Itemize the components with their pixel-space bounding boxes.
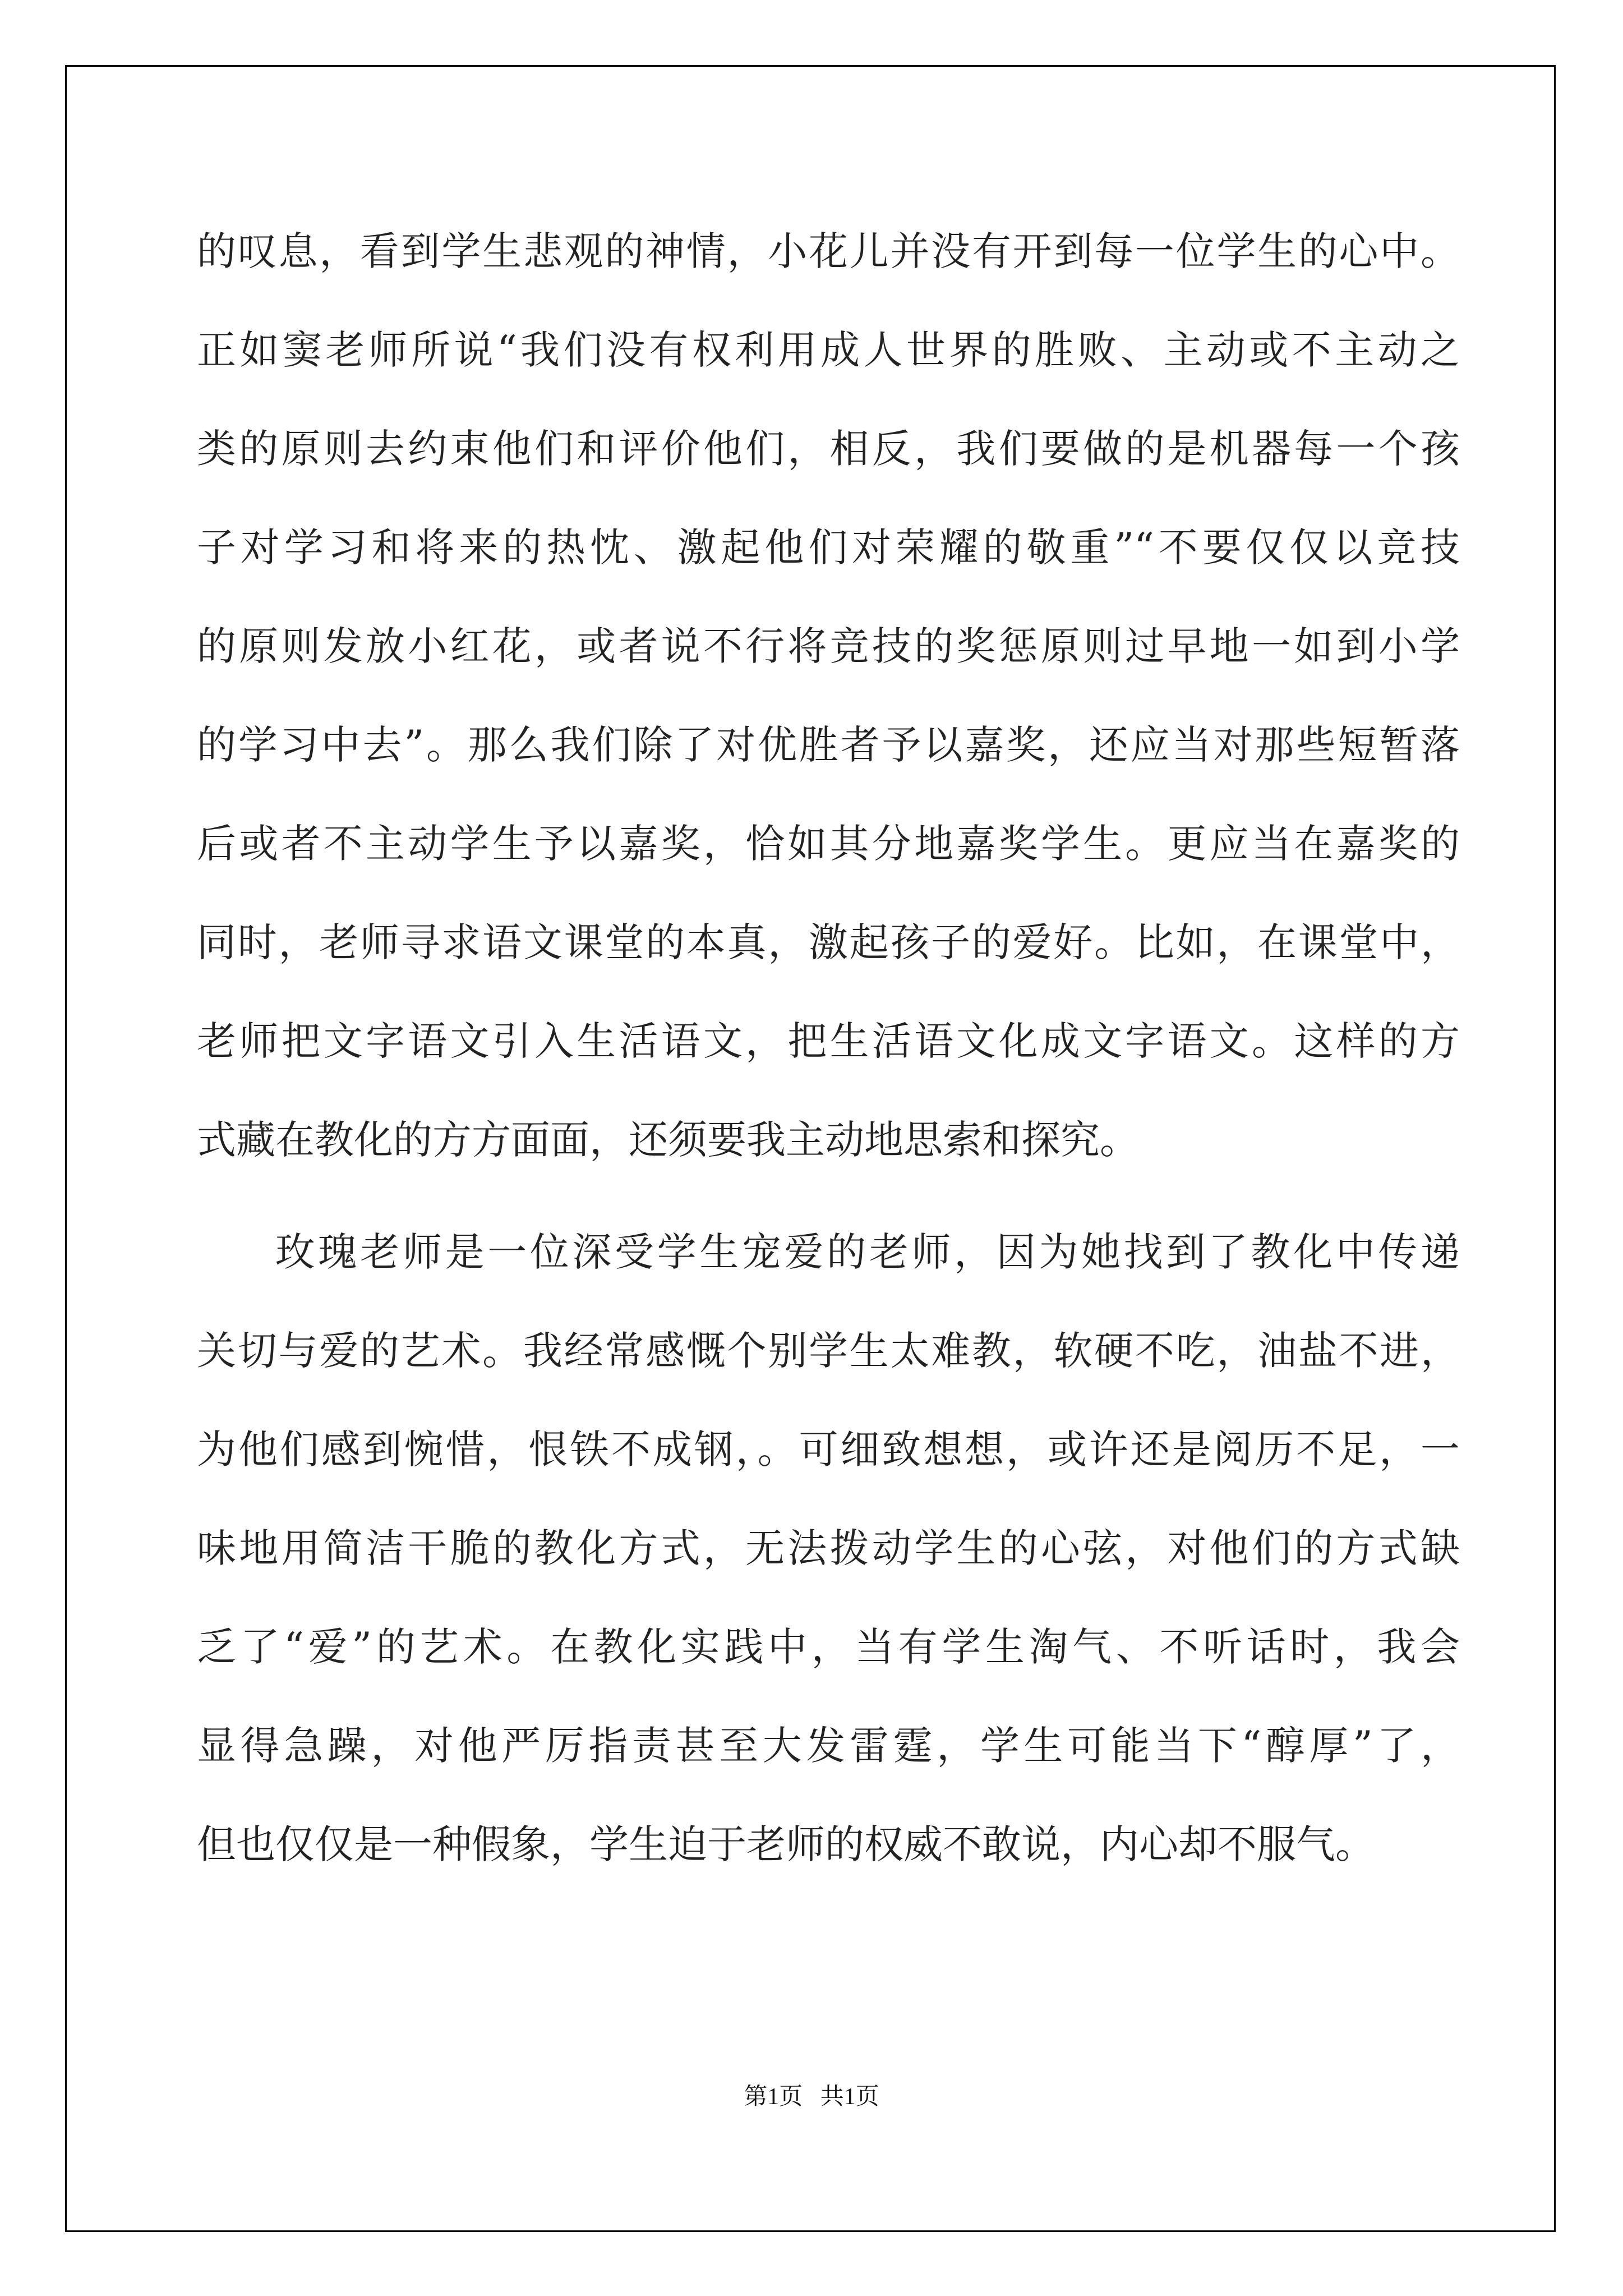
text-line: 的学习中去”。那么我们除了对优胜者予以嘉奖，还应当对那些短暂落 bbox=[197, 722, 1460, 768]
text-line: 味地用简洁干脆的教化方式，无法拨动学生的心弦，对他们的方式缺 bbox=[197, 1525, 1460, 1571]
text-line: 后或者不主动学生予以嘉奖，恰如其分地嘉奖学生。更应当在嘉奖的 bbox=[197, 821, 1460, 867]
text-line: 老师把文字语文引入生活语文，把生活语文化成文字语文。这样的方 bbox=[197, 1018, 1460, 1064]
text-line: 子对学习和将来的热忱、激起他们对荣耀的敬重”“不要仅仅以竞技 bbox=[197, 524, 1460, 570]
text-line: 显得急躁，对他严厉指责甚至大发雷霆，学生可能当下“醇厚”了， bbox=[197, 1723, 1460, 1769]
paragraph-spacer bbox=[197, 1189, 1460, 1203]
document-body bbox=[197, 202, 1460, 1894]
paragraph bbox=[197, 1203, 1460, 1894]
text-line: 关切与爱的艺术。我经常感慨个别学生太难教，软硬不吃，油盐不进， bbox=[197, 1328, 1460, 1374]
text-line: 为他们感到惋惜，恨铁不成钢，。可细致想想，或许还是阅历不足，一 bbox=[197, 1427, 1460, 1473]
text-line: 式藏在教化的方方面面，还须要我主动地思索和探究。 bbox=[197, 1117, 1139, 1163]
text-line: 的原则发放小红花，或者说不行将竞技的奖惩原则过早地一如到小学 bbox=[197, 623, 1460, 669]
text-line: 乏了“爱”的艺术。在教化实践中，当有学生淘气、不听话时，我会 bbox=[197, 1624, 1460, 1670]
text-line: 同时，老师寻求语文课堂的本真，激起孩子的爱好。比如，在课堂中， bbox=[197, 919, 1460, 965]
text-line: 类的原则去约束他们和评价他们，相反，我们要做的是机器每一个孩 bbox=[197, 426, 1460, 472]
text-line: 的叹息，看到学生悲观的神情，小花儿并没有开到每一位学生的心中。 bbox=[197, 228, 1460, 274]
text-line: 但也仅仅是一种假象，学生迫于老师的权威不敢说，内心却不服气。 bbox=[197, 1821, 1375, 1867]
text-line: 玫瑰老师是一位深受学生宠爱的老师，因为她找到了教化中传递 bbox=[275, 1229, 1460, 1275]
text-line: 正如窦老师所说“我们没有权利用成人世界的胜败、主动或不主动之 bbox=[197, 327, 1460, 373]
paragraph bbox=[197, 202, 1460, 1189]
page-number-footer: 第1页 共1页 bbox=[744, 2084, 879, 2110]
